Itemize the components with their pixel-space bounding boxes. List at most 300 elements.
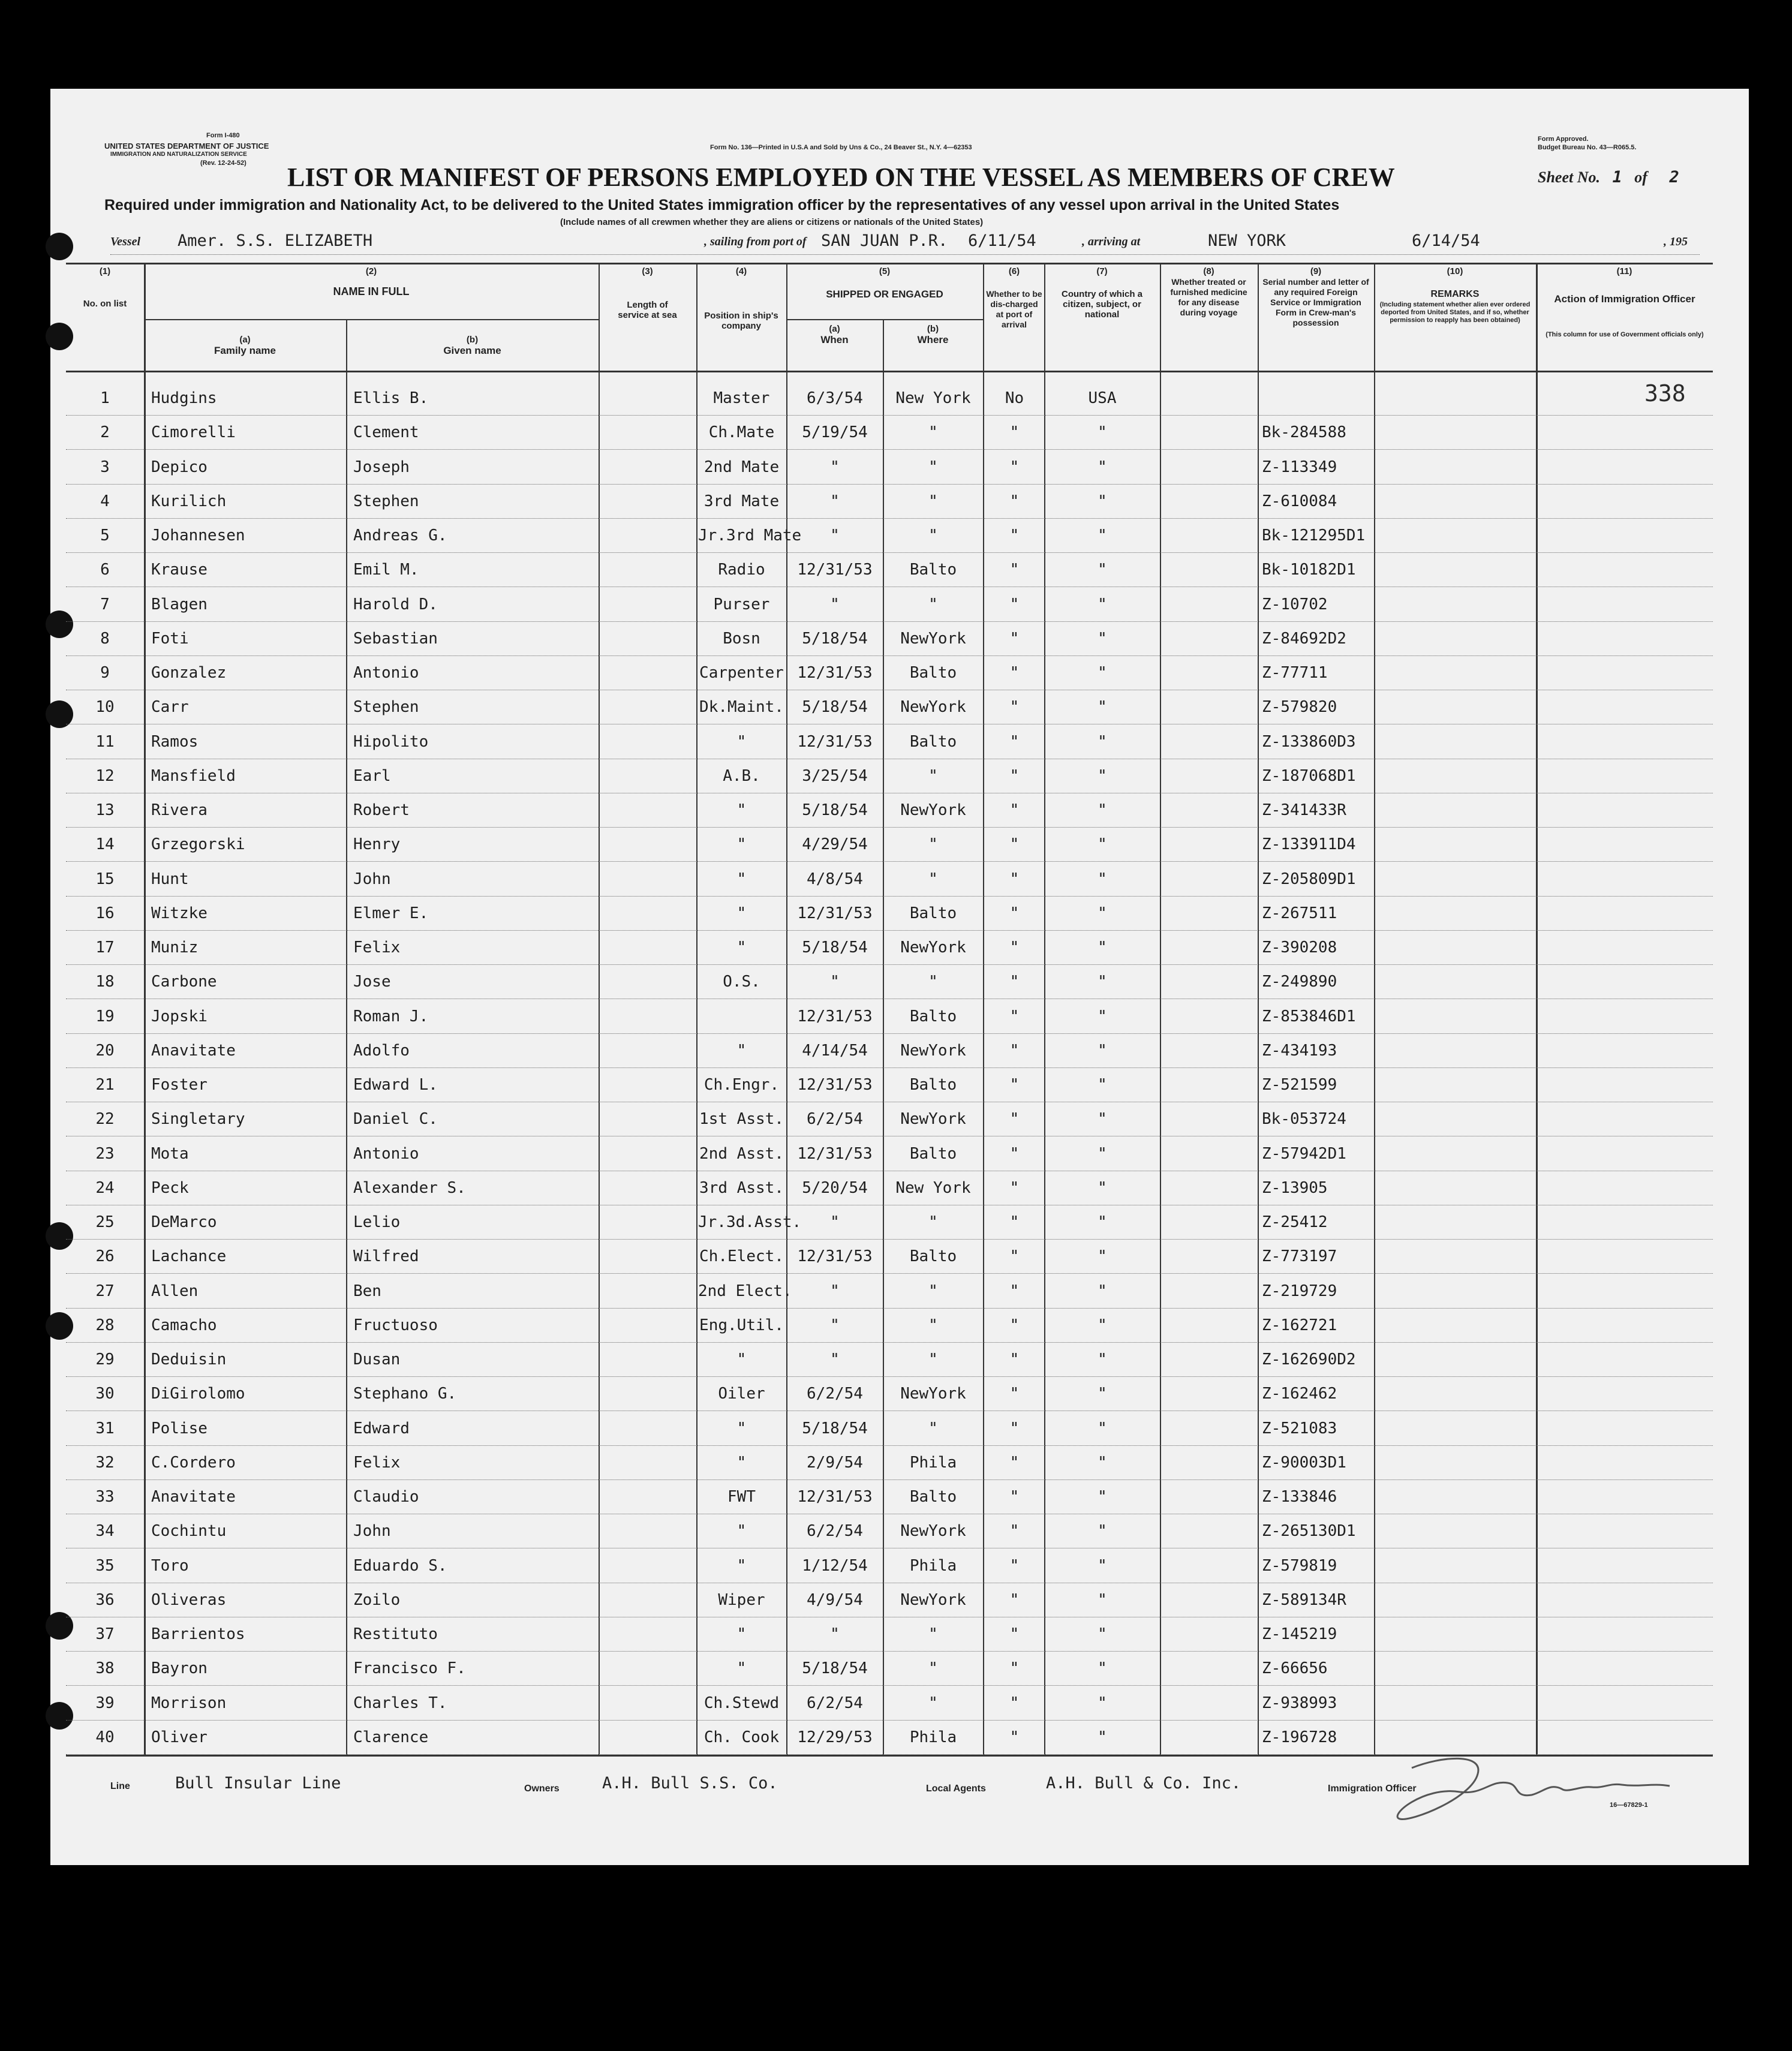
discharged: ": [1009, 835, 1020, 854]
serial-number: Z-77711: [1262, 664, 1328, 682]
serial-number: Z-10702: [1262, 595, 1328, 614]
given-name: Francisco F.: [353, 1659, 466, 1678]
given-name: Stephano G.: [353, 1385, 457, 1403]
given-name: Fructuoso: [353, 1316, 438, 1334]
name-subheader-line: [144, 319, 599, 320]
family-name: Anavitate: [151, 1041, 236, 1060]
given-name: Joseph: [353, 458, 410, 476]
country: ": [1098, 1453, 1107, 1472]
family-name: Foster: [151, 1076, 208, 1094]
shipped-subheader-line: [786, 319, 983, 320]
revision: (Rev. 12-24-52): [200, 160, 246, 167]
family-name: DiGirolomo: [151, 1385, 245, 1403]
serial-number: [1262, 381, 1415, 416]
position: O.S.: [723, 973, 760, 991]
table-row: [50, 1068, 1749, 1102]
given-name: Stephen: [353, 698, 419, 717]
family-name: Jopski: [151, 1007, 208, 1026]
family-name: Ramos: [151, 732, 199, 751]
country: ": [1098, 492, 1107, 510]
table-row: [50, 416, 1749, 450]
col-length: Length of service at sea: [618, 300, 677, 320]
discharged: ": [1009, 1144, 1020, 1163]
country: ": [1098, 1282, 1107, 1300]
shipped-where: NewYork: [900, 1385, 966, 1403]
given-name: Dusan: [353, 1351, 401, 1369]
officer-label: Immigration Officer: [1328, 1784, 1417, 1794]
crew-table-body: [50, 381, 1749, 1755]
country: ": [1098, 870, 1107, 888]
shipped-where: ": [928, 1659, 938, 1678]
country: ": [1098, 629, 1107, 648]
discharged: ": [1009, 595, 1020, 614]
discharged: ": [1009, 629, 1020, 648]
form-approved: Form Approved.: [1538, 136, 1589, 143]
serial-number: Z-84692D2: [1262, 629, 1346, 648]
table-row: [50, 1171, 1749, 1205]
given-name: Andreas G.: [353, 527, 447, 545]
family-name: Carr: [151, 698, 189, 717]
shipped-when: ": [830, 1282, 840, 1300]
family-name: Polise: [151, 1419, 208, 1437]
shipped-when: 6/2/54: [807, 1522, 863, 1541]
position: Jr.3d.Asst.: [698, 1213, 802, 1231]
sheet-total: 2: [1669, 168, 1679, 187]
position: ": [736, 1419, 747, 1437]
row-number: 40: [95, 1728, 115, 1746]
given-name: Ellis B.: [353, 389, 429, 407]
line-value: Bull Insular Line: [175, 1774, 341, 1793]
shipped-when: ": [830, 1351, 840, 1369]
col-action: Action of Immigration Officer: [1554, 293, 1695, 305]
country: ": [1098, 1728, 1107, 1746]
serial-number: Z-90003D1: [1262, 1453, 1346, 1472]
discharged: ": [1009, 1625, 1020, 1643]
discharged: ": [1009, 1453, 1020, 1472]
family-name: Cochintu: [151, 1522, 227, 1541]
serial-number: Z-610084: [1262, 492, 1337, 510]
country: ": [1098, 1625, 1107, 1643]
row-number: 8: [100, 629, 110, 648]
table-row: [50, 1240, 1749, 1274]
serial-number: Z-113349: [1262, 458, 1337, 476]
table-row: [50, 931, 1749, 965]
shipped-when: ": [830, 458, 840, 476]
manifest-title: LIST OR MANIFEST OF PERSONS EMPLOYED ON THE VESSEL AS MEMBERS OF CREW: [287, 163, 1395, 192]
given-name: Stephen: [353, 492, 419, 510]
col-discharged-number: (6): [1008, 266, 1020, 276]
given-name: Zoilo: [353, 1590, 401, 1609]
family-name: Gonzalez: [151, 664, 227, 682]
discharged: ": [1009, 664, 1020, 682]
given-name: Sebastian: [353, 629, 438, 648]
shipped-when: 6/2/54: [807, 1385, 863, 1403]
discharged: ": [1009, 1110, 1020, 1129]
shipped-when: 2/9/54: [807, 1453, 863, 1472]
country: ": [1098, 1522, 1107, 1541]
country: ": [1098, 1213, 1107, 1231]
serial-number: Z-205809D1: [1262, 870, 1356, 888]
position: ": [736, 1351, 747, 1369]
col-action-number: (11): [1616, 266, 1632, 276]
shipped-when: ": [830, 973, 840, 991]
row-number: 31: [95, 1419, 115, 1437]
table-row: [50, 1617, 1749, 1652]
table-header-border: [66, 371, 1713, 372]
given-name: John: [353, 1522, 391, 1541]
col-when-letter: (a): [829, 324, 840, 334]
serial-number: Z-853846D1: [1262, 1007, 1356, 1026]
discharged: ": [1009, 766, 1020, 785]
col-given-name: Given name: [443, 345, 501, 356]
country: ": [1098, 1419, 1107, 1437]
shipped-when: 12/31/53: [797, 904, 873, 922]
position: 2nd Asst.: [699, 1144, 784, 1163]
col-treated: Whether treated or furnished medicine for any disease during voyage: [1170, 277, 1247, 317]
department: UNITED STATES DEPARTMENT OF JUSTICE: [104, 142, 269, 151]
punch-hole: [46, 233, 73, 260]
family-name: Depico: [151, 458, 208, 476]
row-number: 4: [100, 492, 110, 510]
stamp-number: 338: [1644, 380, 1686, 407]
shipped-where: NewYork: [900, 939, 966, 957]
position: ": [736, 1453, 747, 1472]
owners-value: A.H. Bull S.S. Co.: [602, 1774, 778, 1793]
position: ": [736, 835, 747, 854]
shipped-where: NewYork: [900, 1041, 966, 1060]
given-name: Antonio: [353, 664, 419, 682]
shipped-where: ": [928, 1316, 938, 1334]
shipped-when: 12/31/53: [797, 732, 873, 751]
row-number: 12: [95, 766, 115, 785]
family-name: Oliver: [151, 1728, 208, 1746]
position: Oiler: [718, 1385, 765, 1403]
col-where-letter: (b): [927, 324, 939, 334]
table-row: [50, 485, 1749, 519]
country: ": [1098, 458, 1107, 476]
shipped-where: ": [928, 1282, 938, 1300]
row-number: 17: [95, 939, 115, 957]
country: ": [1098, 1385, 1107, 1403]
country: ": [1098, 1351, 1107, 1369]
shipped-where: ": [928, 1213, 938, 1231]
discharged: ": [1009, 527, 1020, 545]
given-name: Adolfo: [353, 1041, 410, 1060]
position: Ch.Mate: [708, 423, 775, 442]
discharged: ": [1009, 1178, 1020, 1197]
shipped-when: 5/18/54: [802, 801, 868, 819]
row-number: 6: [100, 561, 110, 579]
position: ": [736, 1659, 747, 1678]
discharged: ": [1009, 492, 1020, 510]
row-number: 14: [95, 835, 115, 854]
discharged: ": [1009, 939, 1020, 957]
col-family-name: Family name: [214, 345, 276, 356]
budget-bureau: Budget Bureau No. 43—R065.5.: [1538, 144, 1637, 151]
row-number: 1: [100, 389, 110, 407]
row-number: 27: [95, 1282, 115, 1300]
family-name: Blagen: [151, 595, 208, 614]
family-name: Morrison: [151, 1694, 227, 1712]
table-row: [50, 519, 1749, 553]
discharged: ": [1009, 904, 1020, 922]
shipped-where: ": [928, 766, 938, 785]
family-name: Oliveras: [151, 1590, 227, 1609]
shipped-where: Balto: [909, 904, 957, 922]
table-row: [50, 553, 1749, 587]
shipped-when: 12/31/53: [797, 1144, 873, 1163]
family-name: C.Cordero: [151, 1453, 236, 1472]
sheet-of: of: [1634, 169, 1647, 186]
col-remarks-number: (10): [1447, 266, 1463, 276]
family-name: Lachance: [151, 1247, 227, 1266]
shipped-where: Balto: [909, 1144, 957, 1163]
country: ": [1098, 1488, 1107, 1506]
shipped-when: 5/18/54: [802, 1419, 868, 1437]
family-name: Foti: [151, 629, 189, 648]
shipped-where: NewYork: [900, 629, 966, 648]
family-name: Peck: [151, 1178, 189, 1197]
table-row: [50, 1549, 1749, 1583]
position: Jr.3rd Mate: [698, 527, 802, 545]
table-row: [50, 1000, 1749, 1034]
row-number: 18: [95, 973, 115, 991]
shipped-where: Phila: [909, 1728, 957, 1746]
serial-number: Z-579819: [1262, 1556, 1337, 1575]
discharged: ": [1009, 1556, 1020, 1575]
shipped-when: ": [830, 1625, 840, 1643]
table-row: [50, 1309, 1749, 1343]
shipped-where: Phila: [909, 1556, 957, 1575]
form-number: Form I-480: [206, 132, 240, 139]
row-number: 15: [95, 870, 115, 888]
table-row: [50, 1102, 1749, 1136]
serial-number: Z-162462: [1262, 1385, 1337, 1403]
shipped-where: New York: [895, 1178, 971, 1197]
given-name: Jose: [353, 973, 391, 991]
position: 2nd Elect.: [698, 1282, 792, 1300]
given-name: Claudio: [353, 1488, 419, 1506]
row-number: 34: [95, 1522, 115, 1541]
country: ": [1098, 973, 1107, 991]
col-discharged: Whether to be dis-charged at port of arrival: [986, 289, 1042, 329]
shipped-where: Balto: [909, 1247, 957, 1266]
discharged: ": [1009, 1076, 1020, 1094]
row-number: 23: [95, 1144, 115, 1163]
serial-number: Bk-284588: [1262, 423, 1346, 442]
discharged: ": [1009, 698, 1020, 717]
col-treated-number: (8): [1203, 266, 1214, 276]
shipped-where: Phila: [909, 1453, 957, 1472]
table-row: [50, 759, 1749, 793]
col-serial-number: (9): [1310, 266, 1322, 276]
position: Ch. Cook: [703, 1728, 780, 1746]
position: A.B.: [723, 766, 760, 785]
discharged: ": [1009, 423, 1020, 442]
manifest-note: (Include names of all crewmen whether they are aliens or citizens or nationals of the United States): [560, 217, 984, 227]
given-name: Henry: [353, 835, 401, 854]
shipped-when: 12/31/53: [797, 1247, 873, 1266]
serial-number: Z-521599: [1262, 1076, 1337, 1094]
position: ": [736, 732, 747, 751]
row-number: 37: [95, 1625, 115, 1643]
shipped-when: 5/19/54: [802, 423, 868, 442]
row-number: 24: [95, 1178, 115, 1197]
position: FWT: [727, 1488, 756, 1506]
row-number: 7: [100, 595, 110, 614]
col-position-number: (4): [735, 266, 747, 276]
agents-label: Local Agents: [926, 1784, 986, 1794]
form-code: 16—67829-1: [1610, 1802, 1648, 1809]
discharged: ": [1009, 1041, 1020, 1060]
discharged: ": [1009, 561, 1020, 579]
given-name: Antonio: [353, 1144, 419, 1163]
shipped-when: 4/8/54: [807, 870, 863, 888]
family-name: Camacho: [151, 1316, 217, 1334]
arriving-label: , arriving at: [1082, 235, 1141, 248]
row-number: 26: [95, 1247, 115, 1266]
shipped-when: ": [830, 1316, 840, 1334]
given-name: Earl: [353, 766, 391, 785]
punch-hole: [46, 323, 73, 350]
col-remarks: REMARKS: [1430, 289, 1480, 299]
serial-number: Z-187068D1: [1262, 766, 1356, 785]
given-name: Felix: [353, 939, 401, 957]
country: ": [1098, 1556, 1107, 1575]
discharged: No: [1005, 389, 1024, 407]
country: ": [1098, 1144, 1107, 1163]
row-number: 9: [100, 664, 110, 682]
manifest-subtitle: Required under immigration and Nationality Act, to be delivered to the United States immigration officer by the representatives of any vessel upon arrival in the United States: [104, 197, 1340, 213]
family-name: Hudgins: [151, 389, 217, 407]
shipped-when: 5/18/54: [802, 1659, 868, 1678]
country: ": [1098, 1694, 1107, 1712]
given-name: Roman J.: [353, 1007, 429, 1026]
discharged: ": [1009, 732, 1020, 751]
family-name: Barrientos: [151, 1625, 245, 1643]
shipped-where: ": [928, 1694, 938, 1712]
country: ": [1098, 835, 1107, 854]
row-number: 35: [95, 1556, 115, 1575]
family-name: Hunt: [151, 870, 189, 888]
row-number: 22: [95, 1110, 115, 1129]
shipped-when: 4/29/54: [802, 835, 868, 854]
shipped-where: ": [928, 527, 938, 545]
family-name: Deduisin: [151, 1351, 227, 1369]
country: ": [1098, 1590, 1107, 1609]
family-name: Allen: [151, 1282, 199, 1300]
position: ": [736, 939, 747, 957]
position: ": [736, 904, 747, 922]
row-number: 16: [95, 904, 115, 922]
shipped-when: 5/18/54: [802, 629, 868, 648]
discharged: ": [1009, 1385, 1020, 1403]
col-country-number: (7): [1096, 266, 1108, 276]
serial-number: Z-13905: [1262, 1178, 1328, 1197]
serial-number: Z-773197: [1262, 1247, 1337, 1266]
position: 3rd Asst.: [699, 1178, 784, 1197]
country: ": [1098, 1076, 1107, 1094]
shipped-when: ": [830, 1213, 840, 1231]
shipped-where: New York: [895, 389, 971, 407]
discharged: ": [1009, 1488, 1020, 1506]
shipped-where: ": [928, 423, 938, 442]
position: ": [736, 1522, 747, 1541]
table-row: [50, 1034, 1749, 1068]
serial-number: Z-589134R: [1262, 1590, 1346, 1609]
family-name: Witzke: [151, 904, 208, 922]
given-name: Elmer E.: [353, 904, 429, 922]
shipped-where: ": [928, 1351, 938, 1369]
serial-number: Z-133860D3: [1262, 732, 1356, 751]
table-row: [50, 1274, 1749, 1309]
row-number: 20: [95, 1041, 115, 1060]
table-row: [50, 450, 1749, 485]
shipped-where: Balto: [909, 1007, 957, 1026]
position: Wiper: [718, 1590, 765, 1609]
col-serial: Serial number and letter of any required Foreign Service or Immigration Form in Crew-man's possession: [1262, 277, 1369, 327]
position: ": [736, 1041, 747, 1060]
row-number: 13: [95, 801, 115, 819]
country: ": [1098, 595, 1107, 614]
shipped-when: ": [830, 527, 840, 545]
shipped-where: ": [928, 458, 938, 476]
row-number: 28: [95, 1316, 115, 1334]
position: ": [736, 1556, 747, 1575]
shipped-where: ": [928, 492, 938, 510]
shipped-where: NewYork: [900, 1590, 966, 1609]
table-row: [50, 1583, 1749, 1617]
serial-number: Z-196728: [1262, 1728, 1337, 1746]
row-number: 19: [95, 1007, 115, 1026]
serial-number: Z-265130D1: [1262, 1522, 1356, 1541]
given-name: Wilfred: [353, 1247, 419, 1266]
vessel-label: Vessel: [110, 235, 140, 248]
col-action-note: (This column for use of Government officials only): [1546, 331, 1704, 338]
serial-number: Z-133846: [1262, 1488, 1337, 1506]
sailing-label: , sailing from port of: [704, 235, 807, 248]
row-number: 21: [95, 1076, 115, 1094]
given-name: Daniel C.: [353, 1110, 438, 1129]
discharged: ": [1009, 1282, 1020, 1300]
shipped-where: ": [928, 973, 938, 991]
shipped-where: Balto: [909, 1488, 957, 1506]
col-length-number: (3): [642, 266, 653, 276]
shipped-where: ": [928, 870, 938, 888]
given-name: Restituto: [353, 1625, 438, 1643]
serial-number: Bk-121295D1: [1262, 527, 1366, 545]
table-row: [50, 381, 1749, 416]
col-no-on-list: No. on list: [83, 299, 127, 309]
col-when: When: [820, 334, 849, 345]
family-name: DeMarco: [151, 1213, 217, 1231]
discharged: ": [1009, 1419, 1020, 1437]
serial-number: Z-25412: [1262, 1213, 1328, 1231]
country: ": [1098, 698, 1107, 717]
row-number: 36: [95, 1590, 115, 1609]
position: Eng.Util.: [699, 1316, 784, 1334]
col-position: Position in ship's company: [704, 311, 778, 331]
position: Ch.Elect.: [699, 1247, 784, 1266]
shipped-when: ": [830, 595, 840, 614]
row-number: 32: [95, 1453, 115, 1472]
discharged: ": [1009, 1247, 1020, 1266]
serial-number: Z-145219: [1262, 1625, 1337, 1643]
serial-number: Z-249890: [1262, 973, 1337, 991]
given-name: Emil M.: [353, 561, 419, 579]
row-number: 11: [95, 732, 115, 751]
position: Carpenter: [699, 664, 784, 682]
